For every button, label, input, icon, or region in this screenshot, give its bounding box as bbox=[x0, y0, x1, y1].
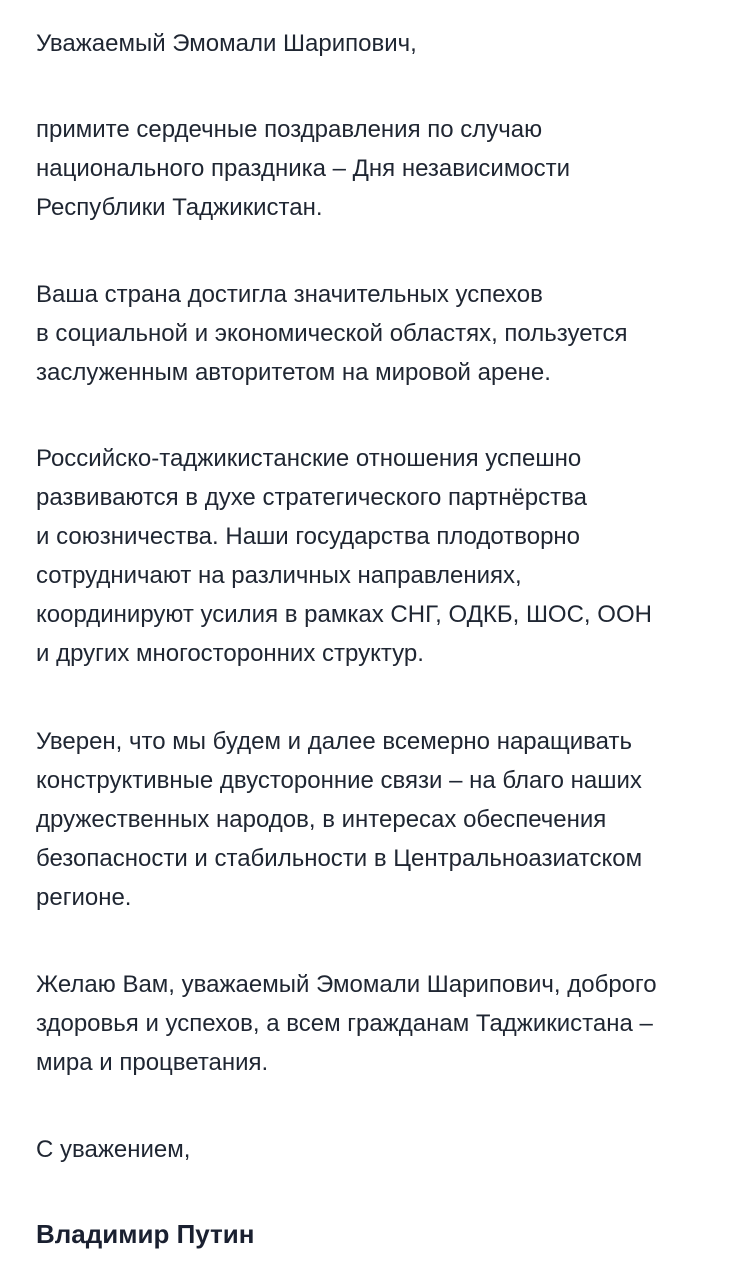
text-line: сотрудничают на различных направлениях, bbox=[36, 562, 522, 589]
text-line: здоровья и успехов, а всем гражданам Таджикистана – bbox=[36, 1010, 653, 1037]
text-line: Российско-таджикистанские отношения успешно bbox=[36, 445, 582, 472]
text-line: конструктивные двусторонние связи – на благо наших bbox=[36, 767, 642, 794]
text-line: и союзничества. Наши государства плодотворно bbox=[36, 523, 581, 550]
signature: Владимир Путин bbox=[36, 1219, 255, 1249]
text-line: примите сердечные поздравления по случаю bbox=[36, 116, 543, 143]
text-line: мира и процветания. bbox=[36, 1049, 269, 1076]
closing: С уважением, bbox=[36, 1136, 191, 1163]
text-line: развиваются в духе стратегического партнёрства bbox=[36, 484, 587, 511]
text-line: Желаю Вам, уважаемый Эмомали Шарипович, доброго bbox=[36, 971, 657, 998]
text-line: заслуженным авторитетом на мировой арене. bbox=[36, 359, 551, 386]
text-line: и других многосторонних структур. bbox=[36, 640, 424, 667]
greeting: Уважаемый Эмомали Шарипович, bbox=[36, 30, 417, 57]
text-line: регионе. bbox=[36, 884, 132, 911]
text-line: дружественных народов, в интересах обеспечения bbox=[36, 806, 607, 833]
text-line: Республики Таджикистан. bbox=[36, 194, 323, 221]
text-line: координируют усилия в рамках СНГ, ОДКБ, ШОС, ООН bbox=[36, 601, 652, 628]
text-line: безопасности и стабильности в Центральноазиатском bbox=[36, 845, 643, 872]
text-line: Ваша страна достигла значительных успехов bbox=[36, 281, 543, 308]
text-line: в социальной и экономической областях, пользуется bbox=[36, 320, 628, 347]
text-line: национального праздника – Дня независимости bbox=[36, 155, 571, 182]
text-line: Уверен, что мы будем и далее всемерно наращивать bbox=[36, 728, 632, 755]
